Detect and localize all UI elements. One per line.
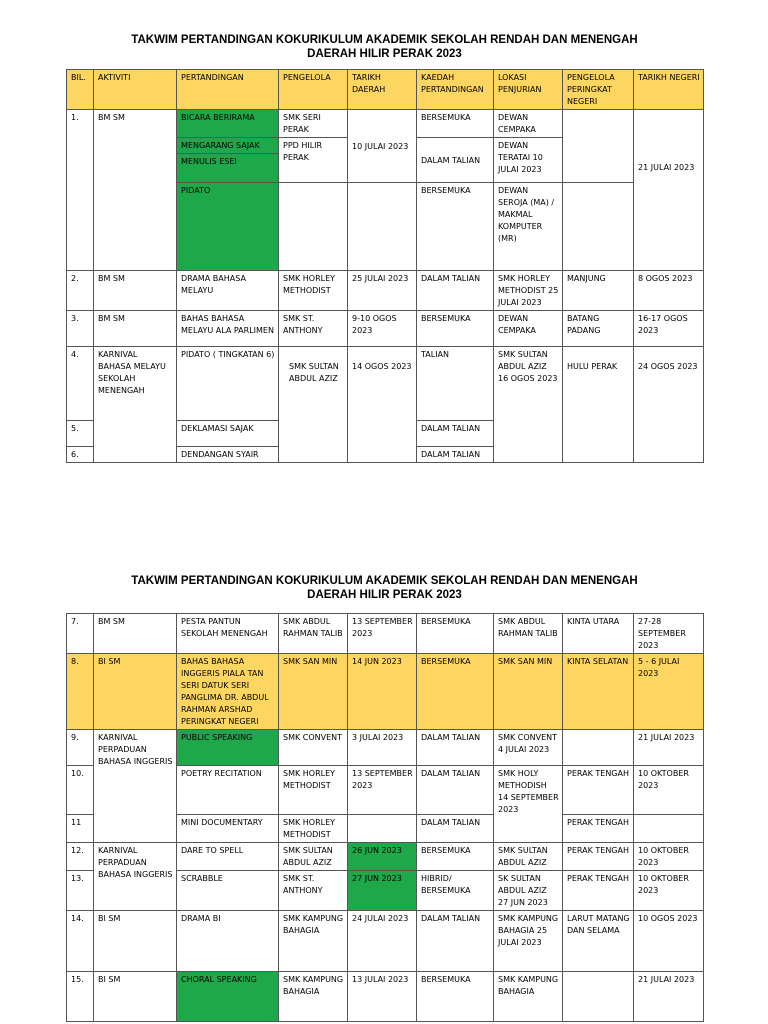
cell-pertandingan: MENULIS ESEI — [177, 154, 279, 183]
cell-tarikh-daerah — [348, 347, 417, 463]
title-line-1: TAKWIM PERTANDINGAN KOKURIKULUM AKADEMIK SEKOLAH RENDAH DAN MENENGAH — [131, 575, 638, 587]
cell-pengelola-negeri: MANJUNG — [563, 271, 634, 311]
table-row — [67, 311, 704, 347]
schedule-table-1 — [66, 69, 704, 463]
cell-pengelola-negeri: KINTA UTARA — [563, 614, 634, 654]
header-bil: BIL. — [67, 70, 94, 110]
cell-bil: 12. — [67, 843, 94, 871]
cell-aktiviti: KARNIVAL PERPADUAN BAHASA INGGERIS — [94, 843, 177, 911]
cell-bil: 7. — [67, 614, 94, 654]
title-line-2: DAERAH HILIR PERAK 2023 — [307, 48, 462, 60]
schedule-table-2 — [66, 613, 704, 1022]
cell-bil: 5. — [67, 421, 94, 447]
cell-lokasi: DEWAN TERATAI 10 JULAI 2023 — [494, 138, 563, 183]
cell-kaedah: DALAM TALIAN — [417, 447, 494, 463]
cell-tarikh-negeri: 10 OKTOBER 2023 — [634, 766, 704, 815]
cell-kaedah: BERSEMUKA — [417, 614, 494, 654]
cell-tarikh-negeri: 10 OKTOBER 2023 — [634, 871, 704, 911]
pidato-text: PIDATO ( TINGKATAN 6) — [181, 350, 275, 359]
cell-pengelola-negeri: PERAK TENGAH — [563, 815, 634, 843]
cell-aktiviti: BM SM — [94, 311, 177, 347]
table-row — [67, 843, 704, 871]
cell-pertandingan: SCRABBLE — [177, 871, 279, 911]
cell-kaedah: DALAM TALIAN — [417, 815, 494, 843]
cell-lokasi: SMK KAMPUNG BAHAGIA — [494, 972, 563, 1022]
cell-kaedah: BERSEMUKA — [417, 110, 494, 138]
cell-bil: 13. — [67, 871, 94, 911]
cell-pengelola: SMK KAMPUNG BAHAGIA — [279, 972, 348, 1022]
table-row — [67, 614, 704, 654]
cell-kaedah: BERSEMUKA — [417, 183, 494, 271]
cell-aktiviti: KARNIVAL PERPADUAN BAHASA INGGERIS — [94, 730, 177, 843]
cell-pengelola-negeri: PERAK TENGAH — [563, 871, 634, 911]
cell-kaedah: BERSEMUKA — [417, 972, 494, 1022]
cell-aktiviti: BM SM — [94, 271, 177, 311]
cell-tarikh-daerah: 13 SEPTEMBER 2023 — [348, 614, 417, 654]
cell-pengelola-negeri: LARUT MATANG DAN SELAMA — [563, 911, 634, 972]
cell-pertandingan: PUBLIC SPEAKING — [177, 730, 279, 766]
table-row — [67, 972, 704, 1022]
cell-lokasi — [494, 347, 563, 463]
cell-lokasi: DEWAN CEMPAKA — [494, 110, 563, 138]
cell-pertandingan: BICARA BERIRAMA — [177, 110, 279, 138]
cell-pertandingan: PESTA PANTUN SEKOLAH MENENGAH — [177, 614, 279, 654]
cell-bil: 11 — [67, 815, 94, 843]
cell-pengelola: SMK HORLEY METHODIST — [279, 271, 348, 311]
cell-kaedah: DALAM TALIAN — [417, 138, 494, 183]
cell-tarikh-negeri — [634, 110, 704, 271]
cell-pengelola: SMK HORLEY METHODIST — [279, 815, 348, 843]
cell-tarikh-negeri: 21 JULAI 2023 — [634, 730, 704, 766]
table-row — [67, 110, 704, 138]
cell-lokasi: SMK HORLEY METHODIST 25 JULAI 2023 — [494, 271, 563, 311]
header-aktiviti: AKTIVITI — [94, 70, 177, 110]
spacer — [638, 112, 700, 162]
cell-lokasi: SMK SAN MIN — [494, 654, 563, 730]
document-title-2 — [66, 574, 703, 602]
cell-pengelola-negeri: KINTA SELATAN — [563, 654, 634, 730]
header-pengelola: PENGELOLA — [279, 70, 348, 110]
cell-pengelola: SMK KAMPUNG BAHAGIA — [279, 911, 348, 972]
cell-tarikh-daerah: 14 JUN 2023 — [348, 654, 417, 730]
cell-pengelola: SMK ABDUL RAHMAN TALIB — [279, 614, 348, 654]
cell-aktiviti: BM SM — [94, 110, 177, 271]
cell-tarikh-negeri: 21 JULAI 2023 — [634, 972, 704, 1022]
cell-pengelola-negeri — [563, 110, 634, 183]
cell-aktiviti: BI SM — [94, 911, 177, 972]
cell-kaedah: HIBRID/ BERSEMUKA — [417, 871, 494, 911]
cell-bil: 8. — [67, 654, 94, 730]
cell-kaedah: DALAM TALIAN — [417, 421, 494, 447]
cell-pertandingan — [177, 347, 279, 421]
cell-pertandingan: CHORAL SPEAKING — [177, 972, 279, 1022]
cell-tarikh-daerah: 27 JUN 2023 — [348, 871, 417, 911]
cell-pertandingan: BAHAS BAHASA INGGERIS PIALA TAN SERI DATUK SERI PANGLIMA DR. ABDUL RAHMAN ARSHAD PERINGKAT NEGERI — [177, 654, 279, 730]
cell-tarikh-daerah — [348, 815, 417, 843]
cell-pertandingan: MINI DOCUMENTARY — [177, 815, 279, 843]
header-tarikh-negeri: TARIKH NEGERI — [634, 70, 704, 110]
cell-pengelola: SMK CONVENT — [279, 730, 348, 766]
cell-bil: 3. — [67, 311, 94, 347]
cell-kaedah: BERSEMUKA — [417, 843, 494, 871]
cell-kaedah: DALAM TALIAN — [417, 766, 494, 815]
cell-bil: 6. — [67, 447, 94, 463]
cell-tarikh-daerah: 24 JULAI 2023 — [348, 911, 417, 972]
cell-pertandingan: DRAMA BI — [177, 911, 279, 972]
header-pertandingan: PERTANDINGAN — [177, 70, 279, 110]
cell-pengelola-negeri: PERAK TENGAH — [563, 766, 634, 815]
cell-lokasi: SMK KAMPUNG BAHAGIA 25 JULAI 2023 — [494, 911, 563, 972]
header-tarikh-daerah: TARIKH DAERAH — [348, 70, 417, 110]
cell-tarikh-negeri: 10 OGOS 2023 — [634, 911, 704, 972]
cell-aktiviti: BI SM — [94, 654, 177, 730]
cell-tarikh-negeri: 16-17 OGOS 2023 — [634, 311, 704, 347]
cell-pertandingan: DENDANGAN SYAIR — [177, 447, 279, 463]
cell-tarikh-daerah: 13 JULAI 2023 — [348, 972, 417, 1022]
cell-bil: 15. — [67, 972, 94, 1022]
cell-pengelola: SMK ST. ANTHONY — [279, 311, 348, 347]
cell-pengelola — [279, 183, 348, 271]
cell-pengelola-negeri — [563, 730, 634, 766]
table-row — [67, 730, 704, 766]
cell-aktiviti: BI SM — [94, 972, 177, 1022]
table-row — [67, 347, 704, 421]
cell-tarikh-negeri-text: 21 JULAI 2023 — [638, 163, 695, 172]
cell-pengelola: SMK HORLEY METHODIST — [279, 766, 348, 815]
cell-tarikh-daerah: 13 SEPTEMBER 2023 — [348, 766, 417, 815]
title-line-2: DAERAH HILIR PERAK 2023 — [307, 589, 462, 601]
cell-lokasi: SMK HOLY METHODISH 14 SEPTEMBER 2023 — [494, 766, 563, 843]
table-header-row — [67, 70, 704, 110]
cell-lokasi-text: SMK SULTAN ABDUL AZIZ 16 OGOS 2023 — [498, 350, 558, 383]
spacer — [352, 349, 413, 361]
cell-kaedah: DALAM TALIAN — [417, 271, 494, 311]
spacer — [638, 349, 700, 361]
cell-pertandingan: MENGARANG SAJAK — [177, 138, 279, 154]
header-kaedah: KAEDAH PERTANDINGAN — [417, 70, 494, 110]
cell-kaedah: TALIAN — [417, 347, 494, 421]
cell-bil: 4. — [67, 347, 94, 421]
cell-pengelola: PPD HILIR PERAK — [279, 138, 348, 183]
cell-tarikh-negeri: 27-28 SEPTEMBER 2023 — [634, 614, 704, 654]
document-title-1 — [66, 33, 703, 61]
cell-bil: 9. — [67, 730, 94, 766]
cell-pengelola: SMK SULTAN ABDUL AZIZ — [279, 843, 348, 871]
header-lokasi: LOKASI PENJURIAN — [494, 70, 563, 110]
cell-tarikh-daerah — [348, 183, 417, 271]
cell-pertandingan: DARE TO SPELL — [177, 843, 279, 871]
cell-tarikh-daerah: 9-10 OGOS 2023 — [348, 311, 417, 347]
cell-lokasi: SMK ABDUL RAHMAN TALIB — [494, 614, 563, 654]
cell-pertandingan: PIDATO — [177, 183, 279, 271]
cell-tarikh-text: 14 OGOS 2023 — [352, 362, 412, 371]
cell-lokasi: SMK CONVENT 4 JULAI 2023 — [494, 730, 563, 766]
header-pengelola-negeri: PENGELOLA PERINGKAT NEGERI — [563, 70, 634, 110]
cell-kaedah: BERSEMUKA — [417, 654, 494, 730]
cell-pengelola-text: SMK SULTAN ABDUL AZIZ — [289, 362, 339, 383]
cell-kaedah: DALAM TALIAN — [417, 730, 494, 766]
spacer — [283, 349, 344, 361]
cell-tarikh-daerah: 3 JULAI 2023 — [348, 730, 417, 766]
cell-aktiviti: KARNIVAL BAHASA MELAYU SEKOLAH MENENGAH — [94, 347, 177, 463]
cell-kaedah: BERSEMUKA — [417, 311, 494, 347]
cell-pengelola-negeri: PERAK TENGAH — [563, 843, 634, 871]
cell-lokasi: SK SULTAN ABDUL AZIZ 27 JUN 2023 — [494, 871, 563, 911]
cell-pertandingan: POETRY RECITATION — [177, 766, 279, 815]
cell-pengelola-negeri: BATANG PADANG — [563, 311, 634, 347]
cell-tarikh-negeri: 8 OGOS 2023 — [634, 271, 704, 311]
cell-bil: 14. — [67, 911, 94, 972]
title-line-1: TAKWIM PERTANDINGAN KOKURIKULUM AKADEMIK SEKOLAH RENDAH DAN MENENGAH — [131, 34, 638, 46]
cell-tarikh-daerah: 26 JUN 2023 — [348, 843, 417, 871]
cell-lokasi: DEWAN SEROJA (MA) / MAKMAL KOMPUTER (MR) — [494, 183, 563, 271]
spacer — [567, 349, 630, 361]
cell-pengelola-negeri — [563, 347, 634, 463]
cell-aktiviti: BM SM — [94, 614, 177, 654]
cell-bil: 1. — [67, 110, 94, 271]
cell-tarikh-daerah: 25 JULAI 2023 — [348, 271, 417, 311]
cell-pertandingan: DRAMA BAHASA MELAYU — [177, 271, 279, 311]
cell-tarikh-negeri-text: 24 OGOS 2023 — [638, 362, 698, 371]
cell-pengelola-negeri — [563, 183, 634, 271]
cell-pengelola: SMK SAN MIN — [279, 654, 348, 730]
cell-pengelola: SMK SERI PERAK — [279, 110, 348, 138]
cell-lokasi: SMK SULTAN ABDUL AZIZ — [494, 843, 563, 871]
cell-bil: 2. — [67, 271, 94, 311]
cell-tarikh-negeri: 10 OKTOBER 2023 — [634, 843, 704, 871]
cell-tarikh-negeri — [634, 347, 704, 463]
cell-lokasi: DEWAN CEMPAKA — [494, 311, 563, 347]
cell-bil: 10. — [67, 766, 94, 815]
cell-kaedah: DALAM TALIAN — [417, 911, 494, 972]
cell-tarikh-daerah: 10 JULAI 2023 — [348, 110, 417, 183]
cell-pertandingan: DEKLAMASI SAJAK — [177, 421, 279, 447]
cell-tarikh-negeri: 5 - 6 JULAI 2023 — [634, 654, 704, 730]
table-row — [67, 654, 704, 730]
cell-negeri-text: HULU PERAK — [567, 362, 618, 371]
cell-pengelola: SMK ST. ANTHONY — [279, 871, 348, 911]
cell-pengelola — [279, 347, 348, 463]
table-row — [67, 271, 704, 311]
cell-pengelola-negeri — [563, 972, 634, 1022]
cell-tarikh-negeri — [634, 815, 704, 843]
cell-pertandingan: BAHAS BAHASA MELAYU ALA PARLIMEN — [177, 311, 279, 347]
table-row — [67, 911, 704, 972]
